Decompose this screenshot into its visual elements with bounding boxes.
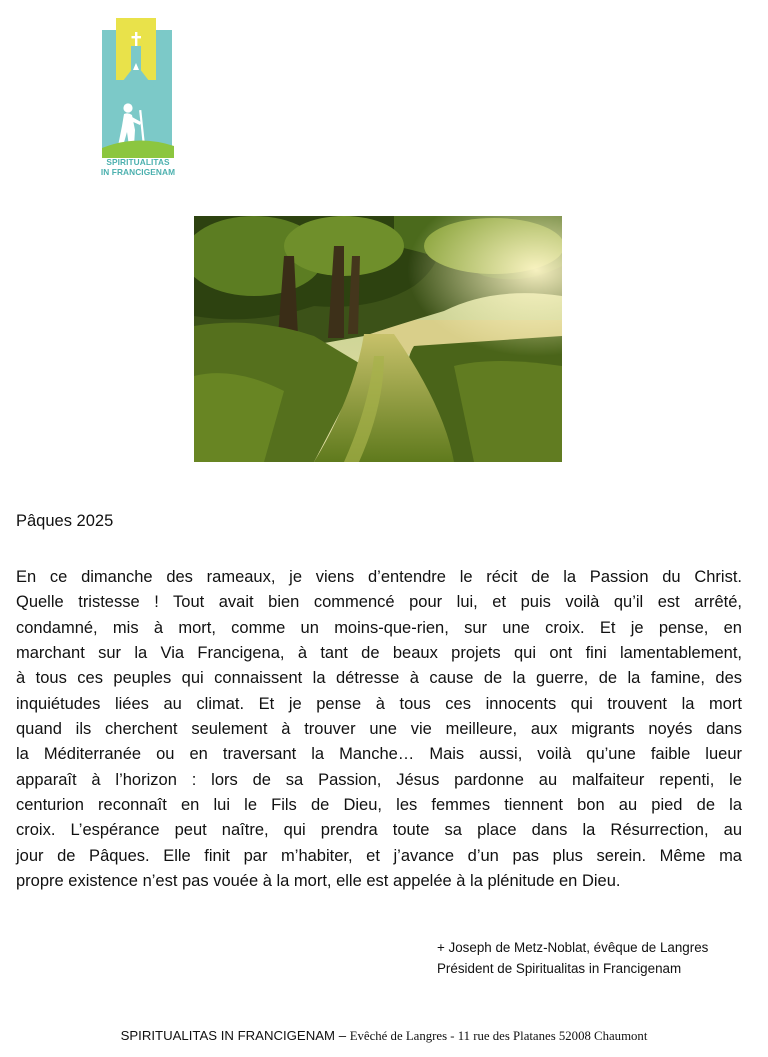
letter-body <box>16 565 742 894</box>
logo-text-line-1: SPIRITUALITAS <box>106 157 170 167</box>
logo <box>98 18 178 183</box>
letter-line-9: apparaît à l’horizon : lors de sa Passion, Jésus pardonne au malfaiteur repenti, le <box>16 770 742 789</box>
letter-line-11: croix. L’espérance peut naître, qui prendra toute sa place dans la Résurrection, au <box>16 821 742 840</box>
letter-line-10: centurion reconnaît en lui le Fils de Dieu, les femmes tiennent bon au pied de la <box>16 796 742 815</box>
letter-line-12: jour de Pâques. Elle finit par m’habiter, et j’avance d’un pas plus serein. Même ma <box>16 846 742 865</box>
forest-path-photo <box>194 216 562 462</box>
letter-line-6: inquiétudes liées au climat. Et je pense à tous ces innocents qui trouvent la mort <box>16 694 742 713</box>
letter-date: Pâques 2025 <box>16 512 114 530</box>
footer <box>0 1027 768 1045</box>
signature <box>437 937 708 979</box>
signature-name: + Joseph de Metz-Noblat, évêque de Langres <box>437 940 709 955</box>
letter-line-5: à tous ces peuples qui connaissent la détresse à cause de la guerre, de la famine, des <box>16 669 742 688</box>
chapel-pilgrim-icon <box>98 18 178 158</box>
letter-line-2: Quelle tristesse ! Tout avait bien commencé pour lui, et puis voilà qu’il est arrêté, <box>16 593 742 612</box>
letter-line-13: propre existence n’est pas vouée à la mort, elle est appelée à la plénitude en Dieu. <box>16 872 621 891</box>
letter-line-4: marchant sur la Via Francigena, à tant de beaux projets qui ont fini lamentablement, <box>16 644 742 663</box>
footer-address: Evêché de Langres - 11 rue des Platanes 52008 Chaumont <box>349 1029 648 1043</box>
logo-text <box>98 158 178 177</box>
letter-line-3: condamné, mis à mort, comme un moins-que-rien, sur une croix. Et je pense, en <box>16 618 742 637</box>
letter-line-7: quand ils cherchent seulement à trouver une vie meilleure, aux migrants noyés dans <box>16 720 742 739</box>
letter-line-8: la Méditerranée ou en traversant la Manche… Mais aussi, voilà qu’une faible lueur <box>16 745 742 764</box>
letter-line-1: En ce dimanche des rameaux, je viens d’entendre le récit de la Passion du Christ. <box>16 568 742 586</box>
footer-org: SPIRITUALITAS IN FRANCIGENAM – <box>120 1028 350 1043</box>
logo-text-line-2: IN FRANCIGENAM <box>100 166 176 177</box>
signature-title: Président de Spiritualitas in Francigenam <box>437 961 682 976</box>
